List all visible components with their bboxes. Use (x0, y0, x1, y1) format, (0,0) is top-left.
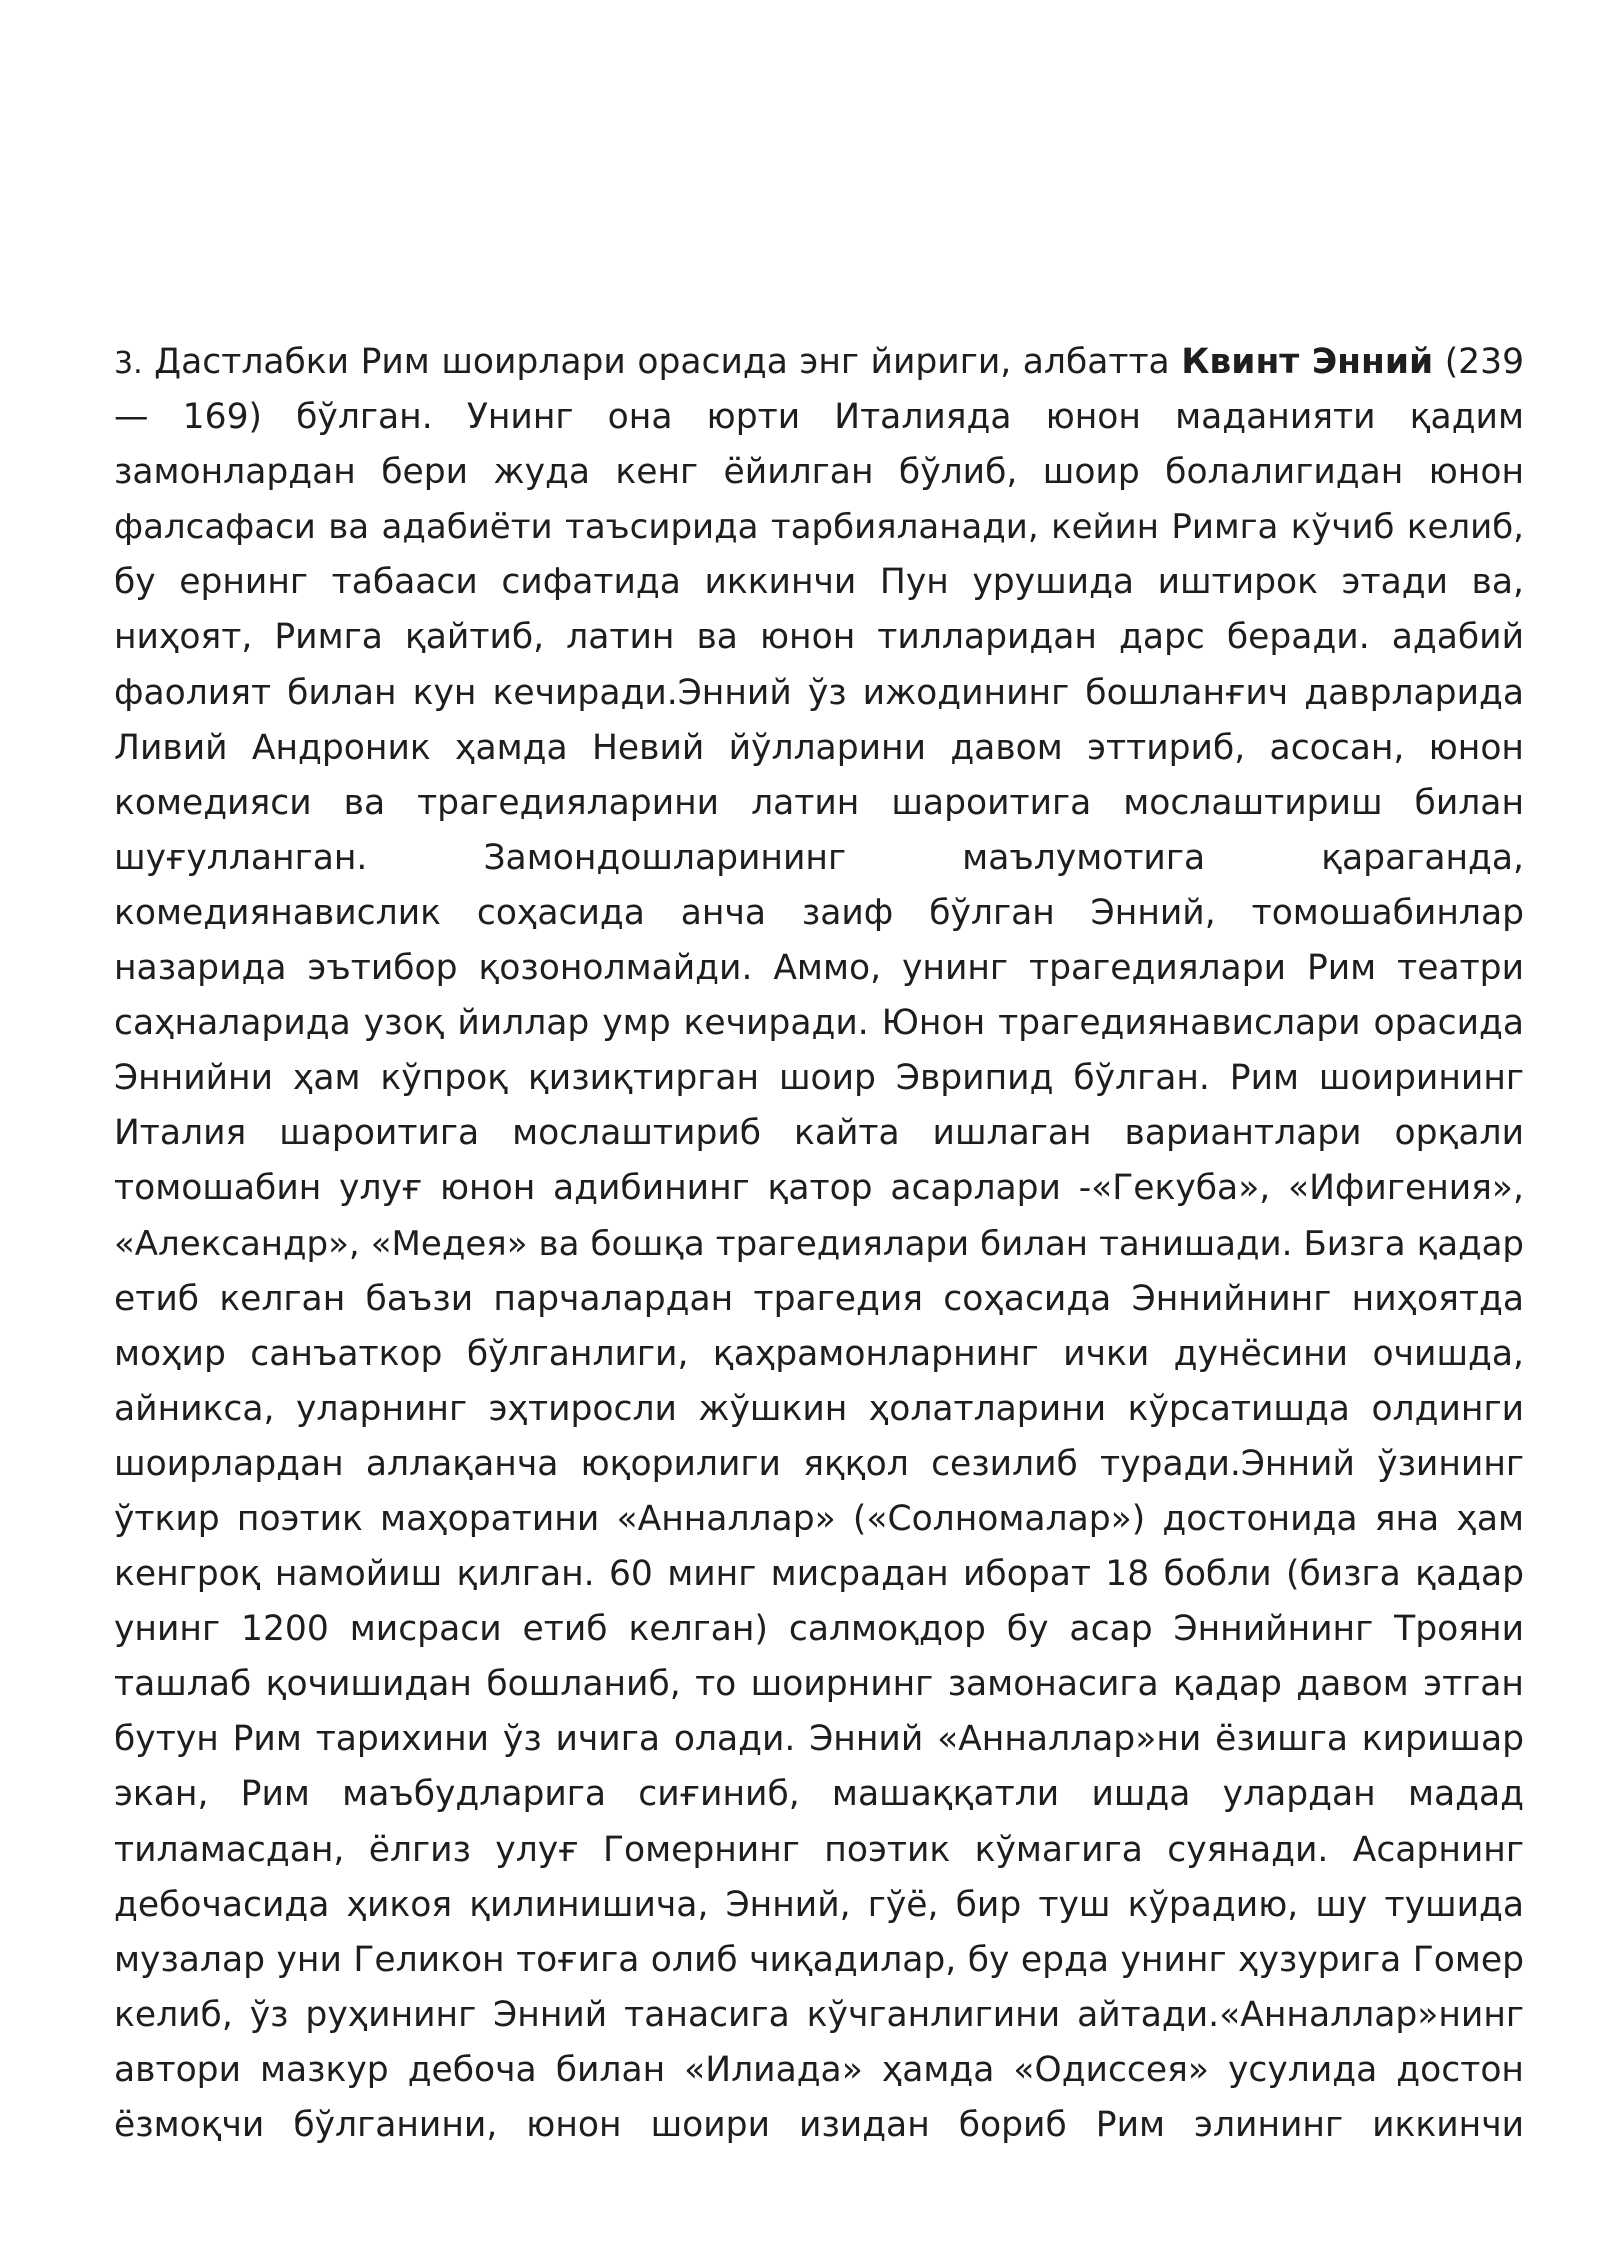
text-line: назарида эътибор қозонолмайди. Аммо, унинг трагедиялари Рим театри (114, 948, 1524, 989)
text-line: тиламасдан, ёлгиз улуғ Гомернинг поэтик кўмагига суянади. Асарнинг (114, 1829, 1524, 1870)
text-line: шуғулланган. Замондошларининг маълумотига қараганда, (114, 837, 1524, 878)
text-line: ташлаб қочишидан бошланиб, то шоирнинг замонасига қадар давом этган (114, 1664, 1524, 1705)
text-line: замонлардан бери жуда кенг ёйилган бўлиб, шоир болалигидан юнон (114, 452, 1524, 493)
text-line: комедияси ва трагедияларини латин шароитига мослаштириш билан (114, 782, 1524, 823)
text-line: дебочасида ҳикоя қилинишича, Энний, гўё, бир туш кўрадию, шу тушида (114, 1884, 1524, 1925)
text-line: «Александр», «Медея» ва бошқа трагедиялари билан танишади. Бизга қадар (114, 1223, 1524, 1264)
text-line: автори мазкур дебоча билан «Илиада» ҳамда «Одиссея» усулида достон (114, 2049, 1524, 2090)
text-line: музалар уни Геликон тоғига олиб чиқадилар, бу ерда унинг ҳузурига Гомер (114, 1939, 1524, 1980)
text-line: бу ернинг табааси сифатида иккинчи Пун урушида иштирок этади ва, (114, 562, 1524, 603)
text-lines (114, 390, 1524, 2153)
text-line: ўткир поэтик маҳоратини «Анналлар» («Солномалар») достонида яна ҳам (114, 1498, 1524, 1539)
text-line: етиб келган баъзи парчалардан трагедия соҳасида Эннийнинг ниҳоятда (114, 1278, 1524, 1319)
text-line: экан, Рим маъбудларига сиғиниб, машаққатли ишда улардан мадад (114, 1774, 1524, 1815)
text-line: томошабин улуғ юнон адибининг қатор асарлари -«Гекуба», «Ифигения», (114, 1168, 1524, 1209)
author-name-bold: Квинт Энний (1181, 342, 1434, 382)
text-line: ниҳоят, Римга қайтиб, латин ва юнон тилларидан дарс беради. адабий (114, 617, 1524, 658)
paragraph (114, 335, 1524, 2153)
text-line: кенгроқ намойиш қилган. 60 минг мисрадан иборат 18 бобли (бизга қадар (114, 1554, 1524, 1595)
text-line: Эннийни ҳам кўпроқ қизиқтирган шоир Эврипид бўлган. Рим шоирининг (114, 1058, 1524, 1099)
text-line: шоирлардан аллақанча юқорилиги яққол сезилиб туради.Энний ўзининг (114, 1443, 1524, 1484)
text-line: ёзмоқчи бўлганини, юнон шоири изидан бориб Рим элининг иккинчи (114, 2105, 1524, 2145)
text-line: унинг 1200 мисраси етиб келган) салмоқдор бу асар Эннийнинг Трояни (114, 1609, 1524, 1650)
text-line: келиб, ўз руҳининг Энний танасига кўчганлигини айтади.«Анналлар»нинг (114, 1994, 1524, 2035)
text-line: фалсафаси ва адабиёти таъсирида тарбияланади, кейин Римга кўчиб келиб, (114, 507, 1524, 548)
text-line: Ливий Андроник ҳамда Невий йўлларини давом эттириб, асосан, юнон (114, 727, 1524, 768)
text-fragment: Дастлабки Рим шоирлари орасида энг йириги, албатта (154, 342, 1170, 382)
text-line: моҳир санъаткор бўлганлиги, қаҳрамонларнинг ички дунёсини очишда, (114, 1333, 1524, 1374)
text-line: фаолият билан кун кечиради.Энний ўз ижодининг бошланғич даврларида (114, 672, 1524, 713)
paragraph-number: 3. (114, 346, 143, 381)
text-line: — 169) бўлган. Унинг она юрти Италияда юнон маданияти қадим (114, 397, 1524, 438)
text-line: Италия шароитига мослаштириб кайта ишлаган вариантлари орқали (114, 1113, 1524, 1154)
text-line: саҳналарида узоқ йиллар умр кечиради. Юнон трагедиянавислари орасида (114, 1003, 1524, 1044)
text-line-first (114, 335, 1524, 390)
text-line: айникса, уларнинг эҳтиросли жўшкин ҳолатларини кўрсатишда олдинги (114, 1388, 1524, 1429)
text-line: бутун Рим тарихини ўз ичига олади. Энний «Анналлар»ни ёзишга киришар (114, 1719, 1524, 1760)
text-fragment: (239 (1444, 342, 1524, 382)
text-line: комедиянавислик соҳасида анча заиф бўлган Энний, томошабинлар (114, 892, 1524, 933)
